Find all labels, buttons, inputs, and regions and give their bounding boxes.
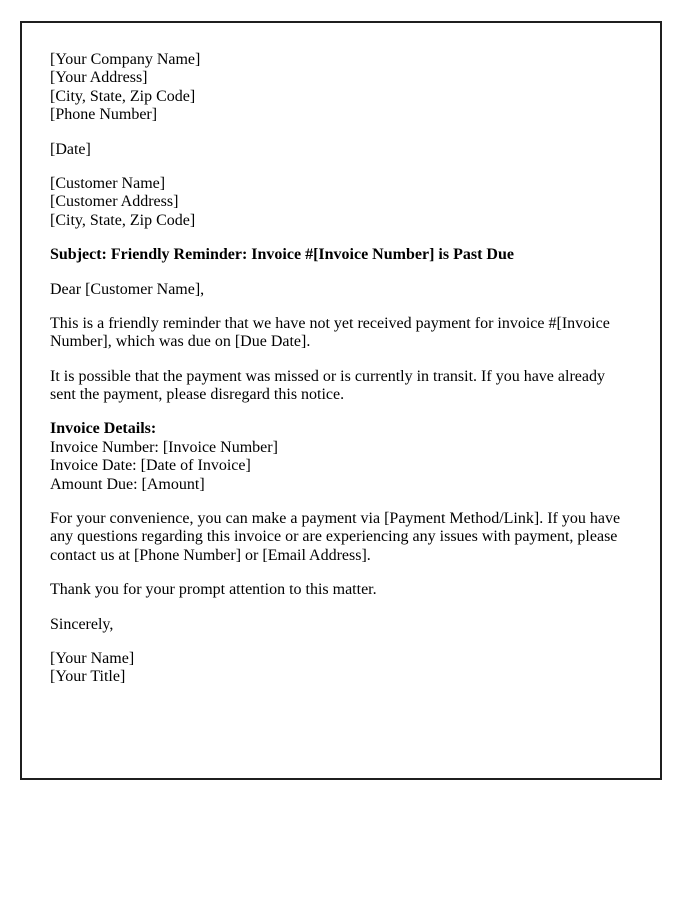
recipient-city-state-zip: [City, State, Zip Code] — [50, 211, 196, 229]
sender-phone: [Phone Number] — [50, 106, 158, 124]
invoice-details-heading: Invoice Details: — [50, 420, 157, 438]
recipient-address: [Customer Address] — [50, 193, 179, 211]
recipient-name: [Customer Name] — [50, 174, 166, 192]
closing: Sincerely, — [50, 615, 114, 633]
date-line: [Date] — [50, 140, 91, 158]
letter-document — [20, 21, 662, 780]
paragraph-thanks: Thank you for your prompt attention to this matter. — [50, 581, 377, 599]
invoice-details-block — [50, 420, 632, 494]
signature-block — [50, 650, 632, 687]
salutation: Dear [Customer Name], — [50, 280, 205, 298]
amount-due-line: Amount Due: [Amount] — [50, 475, 205, 493]
sender-address: [Your Address] — [50, 69, 148, 87]
recipient-block — [50, 175, 632, 230]
paragraph-payment: For your convenience, you can make a payment via [Payment Method/Link]. If you have any questions regarding this invoice or are experiencing any issues with payment, please contact us at [Phone Number] or [Email Address]. — [50, 510, 621, 564]
subject-line: Subject: Friendly Reminder: Invoice #[Invoice Number] is Past Due — [50, 246, 514, 264]
sender-company: [Your Company Name] — [50, 51, 201, 68]
invoice-date-line: Invoice Date: [Date of Invoice] — [50, 457, 251, 475]
invoice-number-line: Invoice Number: [Invoice Number] — [50, 438, 278, 456]
signature-name: [Your Name] — [50, 649, 135, 667]
paragraph-transit: It is possible that the payment was missed or is currently in transit. If you have already sent the payment, please disregard this notice. — [50, 367, 605, 404]
signature-title: [Your Title] — [50, 668, 126, 686]
sender-block — [50, 51, 632, 125]
sender-city-state-zip: [City, State, Zip Code] — [50, 87, 196, 105]
paragraph-reminder: This is a friendly reminder that we have not yet received payment for invoice #[Invoice Number], which was due on [Due Date]. — [50, 314, 610, 351]
